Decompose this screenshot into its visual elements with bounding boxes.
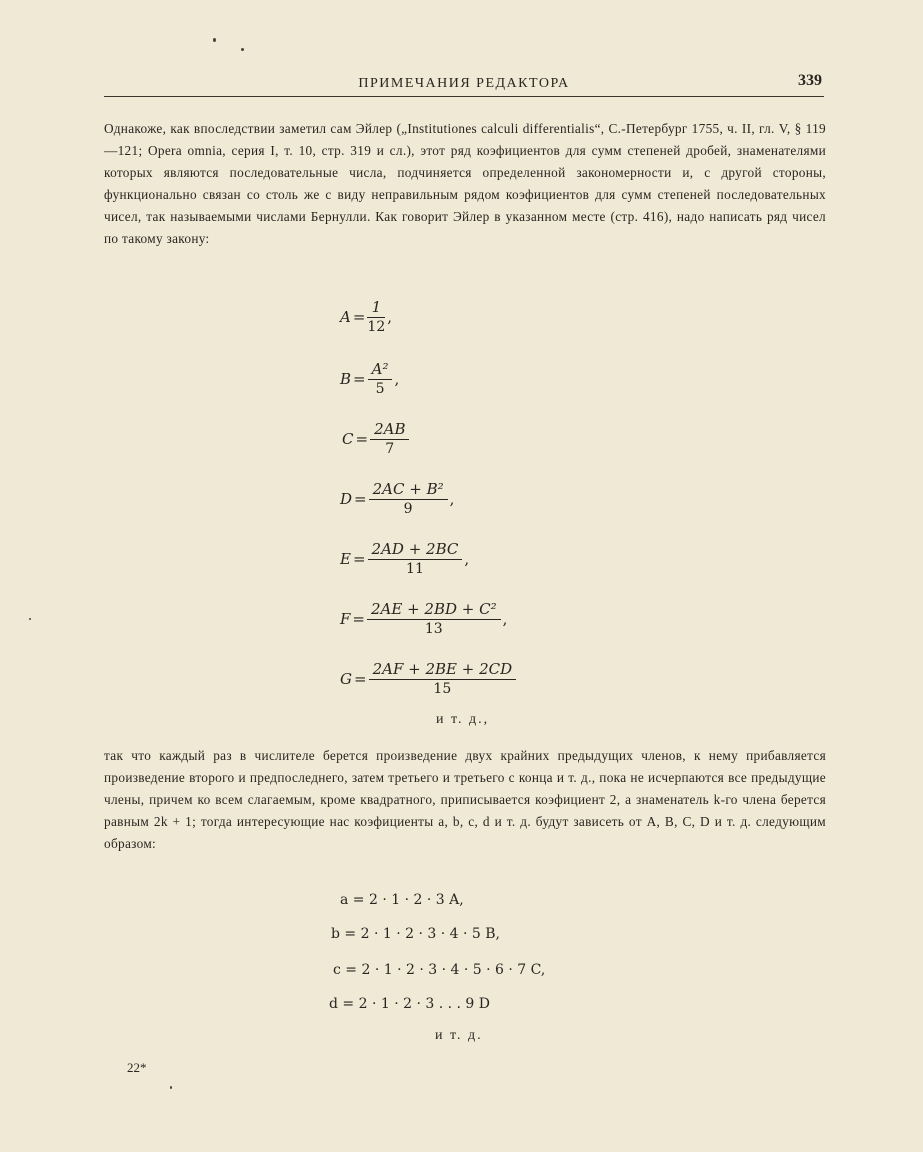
paragraph-intro: Однакоже, как впоследствии заметил сам Эйлер („Institutiones calculi differentialis“, С.-Петербург 1755, ч. II, гл. V, § 119—121; Opera omnia, серия I, т. 10, стр. 319 и сл.), этот ряд коэфициентов для сумм степеней дробей, знаменателями которых являются последовательные числа, подчиняется определенной закономерности и, с другой стороны, функционально связан со столь же с виду неправильным рядом коэфициентов для сумм степеней последовательных чисел, так называемыми числами Бернулли. Как говорит Эйлер в указанном месте (стр. 416), надо написать ряд чисел по такому закону: [104, 121, 826, 246]
formula-c: C = $\frac{2AB}{7}$ [342, 420, 411, 457]
page-header [104, 72, 824, 97]
coefficient-b: b = 2 · 1 · 2 · 3 · 4 · 5 B, [331, 926, 500, 942]
paper-speck [213, 38, 216, 42]
coefficient-c: c = 2 · 1 · 2 · 3 · 4 · 5 · 6 · 7 C, [333, 962, 546, 978]
paragraph-explanation: так что каждый раз в числителе берется произведение двух крайних предыдущих членов, к нему прибавляется произведение второго и предпоследнего, затем третьего и третьего с конца и т. д., пока не исчерпаются все предыдущие члены, причем ко всем слагаемым, кроме квадратного, приписывается коэфициент 2, а знаменатель k-го члена берется равным 2k + 1; тогда интересующие нас коэфициенты a, b, c, d и т. д. будут зависеть от A, B, C, D и т. д. следующим образом: [104, 748, 826, 851]
etc-after-formulas: и т. д., [436, 712, 490, 727]
formula-a: A = $\frac{1}{12}$ , [340, 298, 393, 335]
coefficient-d: d = 2 · 1 · 2 · 3 . . . 9 D [329, 996, 491, 1012]
formula-f: F = $\frac{\text{2AE + 2BD + C²}}{13}$ , [340, 600, 508, 637]
formula-b: B = $\frac{\text{A²}}{5}$ , [340, 360, 400, 397]
formula-e: E = $\frac{2AD + 2BC}{11}$ , [340, 540, 470, 577]
page-number: 339 [798, 72, 822, 89]
formula-d: D = $\frac{\text{2AC + B²}}{9}$ , [340, 480, 455, 517]
coefficient-a: a = 2 · 1 · 2 · 3 A, [340, 892, 464, 908]
formula-g: G = $\frac{2AF + 2BE + 2CD}{15}$ [340, 660, 518, 697]
running-title: ПРИМЕЧАНИЯ РЕДАКТОРА [358, 76, 570, 91]
etc-after-coefficients: и т. д. [435, 1028, 483, 1043]
paper-speck [29, 618, 31, 620]
paper-speck [241, 48, 244, 51]
paper-speck [170, 1086, 172, 1089]
signature-mark: 22* [127, 1060, 147, 1075]
